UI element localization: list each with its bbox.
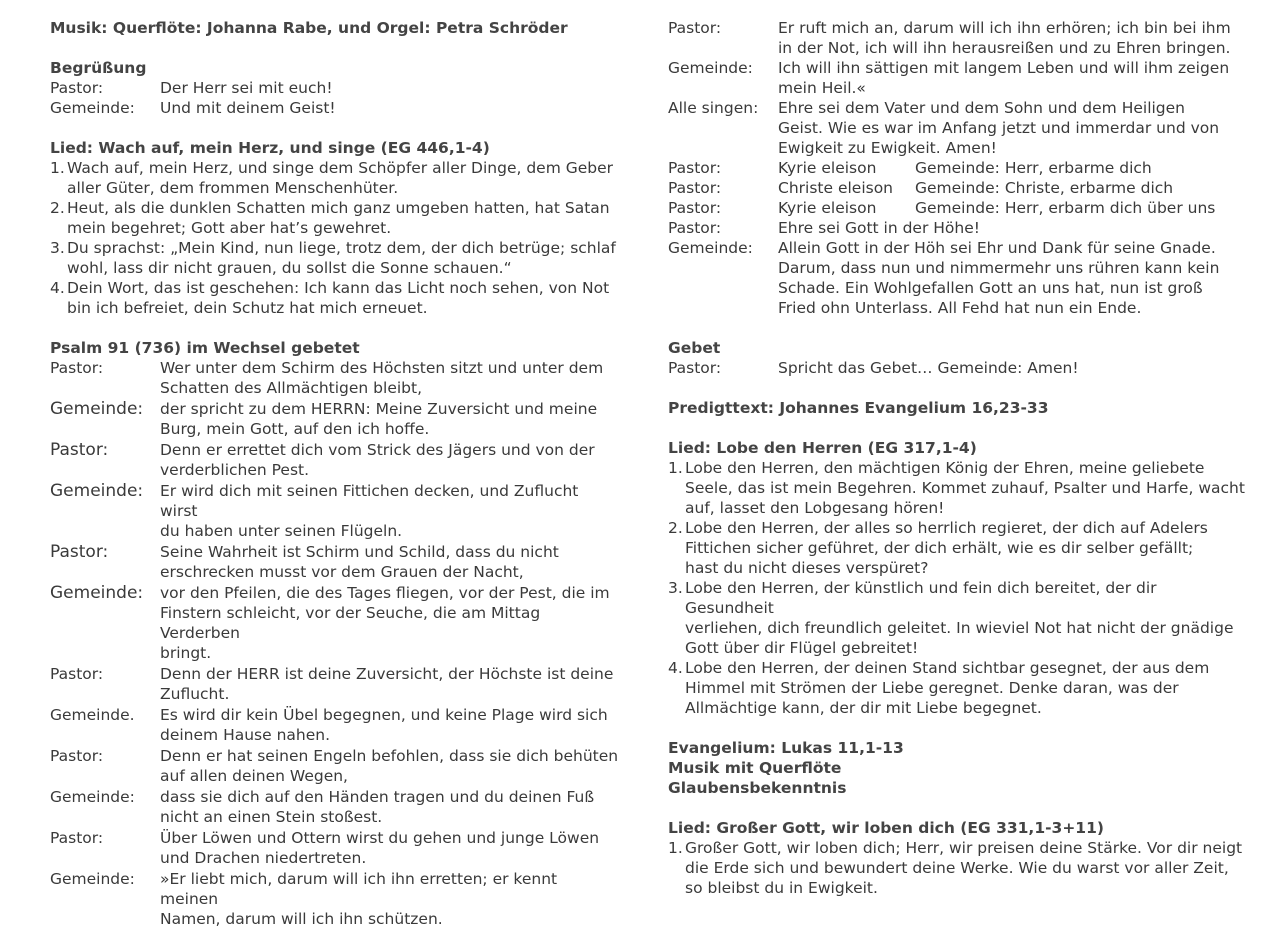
text-line: Er wird dich mit seinen Fittichen decken, und Zuflucht wirst (160, 482, 579, 520)
text-line: Burg, mein Gott, auf den ich hoffe. (160, 420, 430, 438)
gloria-row (668, 238, 1248, 318)
psalm-row (50, 705, 620, 745)
text-line: erschrecken musst vor dem Grauen der Nacht, (160, 563, 524, 581)
verse-item (668, 578, 1248, 658)
speaker-label: Pastor: (50, 79, 104, 97)
verse-number: 3. (668, 579, 683, 597)
verse-text (67, 238, 620, 278)
gloria-section (668, 218, 1248, 318)
text-line: Seele, das ist mein Begehren. Kommet zuhauf, Psalter und Harfe, wacht (685, 479, 1245, 497)
speaker-label: Gemeinde: (668, 59, 753, 77)
text-line: Ehre sei dem Vater und dem Sohn und dem Heiligen (778, 99, 1186, 117)
text-line: Fittichen sicher geführet, der dich erhält, wie es dir selber gefällt; (685, 539, 1194, 557)
verse-text (67, 158, 620, 198)
kyrie-response: Gemeinde: Herr, erbarm dich über uns (915, 199, 1216, 217)
speaker-label: Pastor: (668, 19, 722, 37)
predigttext-heading: Predigttext: Johannes Evangelium 16,23-33 (668, 399, 1049, 417)
text-line: verderblichen Pest. (160, 461, 310, 479)
begruessung-section (50, 78, 620, 118)
text-line: Himmel mit Strömen der Liebe geregnet. Denke daran, was der (685, 679, 1179, 697)
begruessung-heading: Begrüßung (50, 59, 147, 77)
psalm-row (50, 399, 620, 439)
kyrie-text (778, 178, 1248, 198)
psalm-continuation (668, 18, 1248, 158)
text-line: so bleibst du in Ewigkeit. (685, 879, 878, 897)
verse-item (668, 658, 1248, 718)
text-line: hast du nicht dieses verspüret? (685, 559, 929, 577)
text-line: Du sprachst: „Mein Kind, nun liege, trotz dem, der dich betrüge; schlaf (67, 239, 616, 257)
text-line: Ewigkeit zu Ewigkeit. Amen! (778, 139, 997, 157)
speaker-label: Pastor: (50, 359, 104, 377)
verse-number: 1. (668, 839, 683, 857)
psalm-text (160, 399, 620, 439)
speaker-label: Pastor: (668, 179, 722, 197)
text-line: Lobe den Herren, der künstlich und fein dich bereitet, der dir Gesundheit (685, 579, 1157, 617)
gloria-text (778, 238, 1248, 318)
kyrie-text (778, 158, 1248, 178)
kyrie-row (668, 158, 1248, 178)
psalm-text (160, 787, 620, 827)
musik-heading: Musik: Querflöte: Johanna Rabe, und Orgel: Petra Schröder (50, 19, 568, 37)
speaker-label: Gemeinde. (50, 706, 135, 724)
text-line: du haben unter seinen Flügeln. (160, 522, 403, 540)
verse-item (668, 518, 1248, 578)
psalm-text (160, 746, 620, 786)
lied2-heading: Lied: Lobe den Herren (EG 317,1-4) (668, 439, 977, 457)
psalm-text (160, 542, 620, 582)
text-line: und Drachen niedertreten. (160, 849, 367, 867)
psalm-row (668, 58, 1248, 98)
psalm-row (50, 787, 620, 827)
evangelium-heading: Evangelium: Lukas 11,1-13 (668, 739, 904, 757)
text-line: Geist. Wie es war im Anfang jetzt und immerdar und von (778, 119, 1220, 137)
begruessung-text: Und mit deinem Geist! (160, 99, 336, 117)
musik2-heading: Musik mit Querflöte (668, 759, 842, 777)
psalm-text (160, 358, 620, 398)
kyrie-row (668, 198, 1248, 218)
verse-number: 4. (668, 659, 683, 677)
psalm-text (778, 98, 1248, 158)
text-line: Denn er errettet dich vom Strick des Jägers und von der (160, 441, 595, 459)
psalm-row (50, 869, 620, 929)
psalm-text (160, 440, 620, 480)
psalm-row (668, 18, 1248, 58)
text-line: auf, lasset den Lobgesang hören! (685, 499, 945, 517)
psalm-text (160, 664, 620, 704)
psalm-row (50, 746, 620, 786)
psalm-text (160, 869, 620, 929)
text-line: Namen, darum will ich ihn schützen. (160, 910, 443, 928)
text-line: Schade. Ein Wohlgefallen Gott an uns hat, nun ist groß (778, 279, 1203, 297)
verse-item (50, 278, 620, 318)
psalm-text (160, 705, 620, 745)
text-line: Über Löwen und Ottern wirst du gehen und junge Löwen (160, 829, 600, 847)
kyrie-response: Gemeinde: Christe, erbarme dich (915, 179, 1174, 197)
verse-text (67, 198, 620, 238)
text-line: »Er liebt mich, darum will ich ihn erretten; er kennt meinen (160, 870, 558, 908)
psalm-text (778, 18, 1248, 58)
kyrie-section (668, 158, 1248, 218)
text-line: Ich will ihn sättigen mit langem Leben und will ihm zeigen (778, 59, 1230, 77)
gebet-heading: Gebet (668, 339, 721, 357)
psalm-row (50, 664, 620, 704)
kyrie-row (668, 178, 1248, 198)
glaubens-heading: Glaubensbekenntnis (668, 779, 847, 797)
text-line: Fried ohn Unterlass. All Fehd hat nun ein Ende. (778, 299, 1142, 317)
right-column (668, 18, 1248, 898)
speaker-label: Pastor: (50, 440, 109, 460)
speaker-label: Pastor: (668, 199, 722, 217)
speaker-label: Gemeinde: (50, 481, 144, 501)
speaker-label: Pastor: (668, 359, 722, 377)
verse-number: 4. (50, 279, 65, 297)
kyrie-text (778, 198, 1248, 218)
speaker-label: Gemeinde: (668, 239, 753, 257)
begruessung-text: Der Herr sei mit euch! (160, 79, 333, 97)
verse-text (67, 278, 620, 318)
psalm-section (50, 358, 620, 929)
kyrie-response: Gemeinde: Herr, erbarme dich (915, 159, 1152, 177)
psalm-row (50, 358, 620, 398)
psalm-row (50, 583, 620, 663)
psalm-text (160, 481, 620, 541)
verse-number: 2. (50, 199, 65, 217)
text-line: verliehen, dich freundlich geleitet. In wieviel Not hat nicht der gnädige (685, 619, 1234, 637)
text-line: Lobe den Herren, der deinen Stand sichtbar gesegnet, der aus dem (685, 659, 1210, 677)
text-line: dass sie dich auf den Händen tragen und du deinen Fuß (160, 788, 595, 806)
text-line: nicht an einen Stein stoßest. (160, 808, 383, 826)
text-line: deinem Hause nahen. (160, 726, 331, 744)
text-line: Seine Wahrheit ist Schirm und Schild, dass du nicht (160, 543, 559, 561)
psalm-row (668, 98, 1248, 158)
text-line: Allein Gott in der Höh sei Ehr und Dank für seine Gnade. (778, 239, 1216, 257)
lied1-verses (50, 158, 620, 318)
text-line: der spricht zu dem HERRN: Meine Zuversicht und meine (160, 400, 598, 418)
text-line: aller Güter, dem frommen Menschenhüter. (67, 179, 399, 197)
psalm-text (160, 828, 620, 868)
gebet-text: Spricht das Gebet… Gemeinde: Amen! (778, 359, 1079, 377)
verse-item (50, 158, 620, 198)
speaker-label: Gemeinde: (50, 870, 135, 888)
text-line: Darum, dass nun und nimmermehr uns rühren kann kein (778, 259, 1220, 277)
verse-item (50, 198, 620, 238)
text-line: Lobe den Herren, den mächtigen König der Ehren, meine geliebete (685, 459, 1205, 477)
lied3-heading: Lied: Großer Gott, wir loben dich (EG 331,1-3+11) (668, 819, 1104, 837)
text-line: Finstern schleicht, vor der Seuche, die am Mittag Verderben (160, 604, 541, 642)
text-line: Er ruft mich an, darum will ich ihn erhören; ich bin bei ihm (778, 19, 1231, 37)
text-line: vor den Pfeilen, die des Tages fliegen, vor der Pest, die im (160, 584, 610, 602)
verse-number: 1. (50, 159, 65, 177)
text-line: Lobe den Herren, der alles so herrlich regieret, der dich auf Adelers (685, 519, 1208, 537)
psalm-row (50, 542, 620, 582)
text-line: die Erde sich und bewundert deine Werke. Wie du warst vor aller Zeit, (685, 859, 1229, 877)
gloria-text (778, 218, 1248, 238)
text-line: Dein Wort, das ist geschehen: Ich kann das Licht noch sehen, von Not (67, 279, 610, 297)
psalm-row (50, 828, 620, 868)
psalm-row (50, 481, 620, 541)
kyrie-call: Christe eleison (778, 179, 894, 197)
verse-number: 3. (50, 239, 65, 257)
verse-text (685, 518, 1248, 578)
kyrie-call: Kyrie eleison (778, 199, 877, 217)
text-line: Zuflucht. (160, 685, 230, 703)
verse-item (668, 838, 1248, 898)
text-line: Wach auf, mein Herz, und singe dem Schöpfer aller Dinge, dem Geber (67, 159, 614, 177)
psalm-text (160, 583, 620, 663)
text-line: mein begehret; Gott aber hat’s gewehret. (67, 219, 392, 237)
speaker-label: Gemeinde: (50, 99, 135, 117)
verse-text (685, 458, 1248, 518)
text-line: Allmächtige kann, der dir mit Liebe begegnet. (685, 699, 1042, 717)
text-line: Schatten des Allmächtigen bleibt, (160, 379, 423, 397)
left-column (50, 18, 620, 930)
speaker-label: Pastor: (50, 542, 109, 562)
text-line: Großer Gott, wir loben dich; Herr, wir preisen deine Stärke. Vor dir neigt (685, 839, 1243, 857)
psalm-text (778, 58, 1248, 98)
text-line: wohl, lass dir nicht grauen, du sollst die Sonne schauen.“ (67, 259, 512, 277)
speaker-label: Pastor: (50, 747, 104, 765)
gebet-row (668, 358, 1248, 378)
begruessung-row (50, 98, 620, 118)
verse-number: 2. (668, 519, 683, 537)
text-line: Denn der HERR ist deine Zuversicht, der Höchste ist deine (160, 665, 614, 683)
speaker-label: Pastor: (668, 219, 722, 237)
text-line: in der Not, ich will ihn herausreißen und zu Ehren bringen. (778, 39, 1231, 57)
speaker-label: Gemeinde: (50, 788, 135, 806)
verse-text (685, 658, 1248, 718)
lied1-heading: Lied: Wach auf, mein Herz, und singe (EG 446,1-4) (50, 139, 490, 157)
text-line: bringt. (160, 644, 212, 662)
text-line: Wer unter dem Schirm des Höchsten sitzt und unter dem (160, 359, 604, 377)
psalm-row (50, 440, 620, 480)
speaker-label: Pastor: (50, 665, 104, 683)
text-line: Ehre sei Gott in der Höhe! (778, 219, 980, 237)
speaker-label: Gemeinde: (50, 399, 144, 419)
text-line: Gott über dir Flügel gebreitet! (685, 639, 919, 657)
speaker-label: Alle singen: (668, 99, 759, 117)
verse-item (668, 458, 1248, 518)
text-line: bin ich befreiet, dein Schutz hat mich erneuet. (67, 299, 428, 317)
kyrie-call: Kyrie eleison (778, 159, 877, 177)
text-line: mein Heil.« (778, 79, 866, 97)
text-line: Denn er hat seinen Engeln befohlen, dass sie dich behüten (160, 747, 619, 765)
gloria-row (668, 218, 1248, 238)
text-line: auf allen deinen Wegen, (160, 767, 348, 785)
text-line: Heut, als die dunklen Schatten mich ganz umgeben hatten, hat Satan (67, 199, 610, 217)
begruessung-row (50, 78, 620, 98)
verse-text (685, 578, 1248, 658)
text-line: Es wird dir kein Übel begegnen, und keine Plage wird sich (160, 706, 608, 724)
lied3-verses (668, 838, 1248, 898)
speaker-label: Gemeinde: (50, 583, 144, 603)
speaker-label: Pastor: (50, 829, 104, 847)
lied2-verses (668, 458, 1248, 718)
speaker-label: Pastor: (668, 159, 722, 177)
verse-text (685, 838, 1248, 898)
verse-item (50, 238, 620, 278)
psalm-heading: Psalm 91 (736) im Wechsel gebetet (50, 339, 360, 357)
verse-number: 1. (668, 459, 683, 477)
